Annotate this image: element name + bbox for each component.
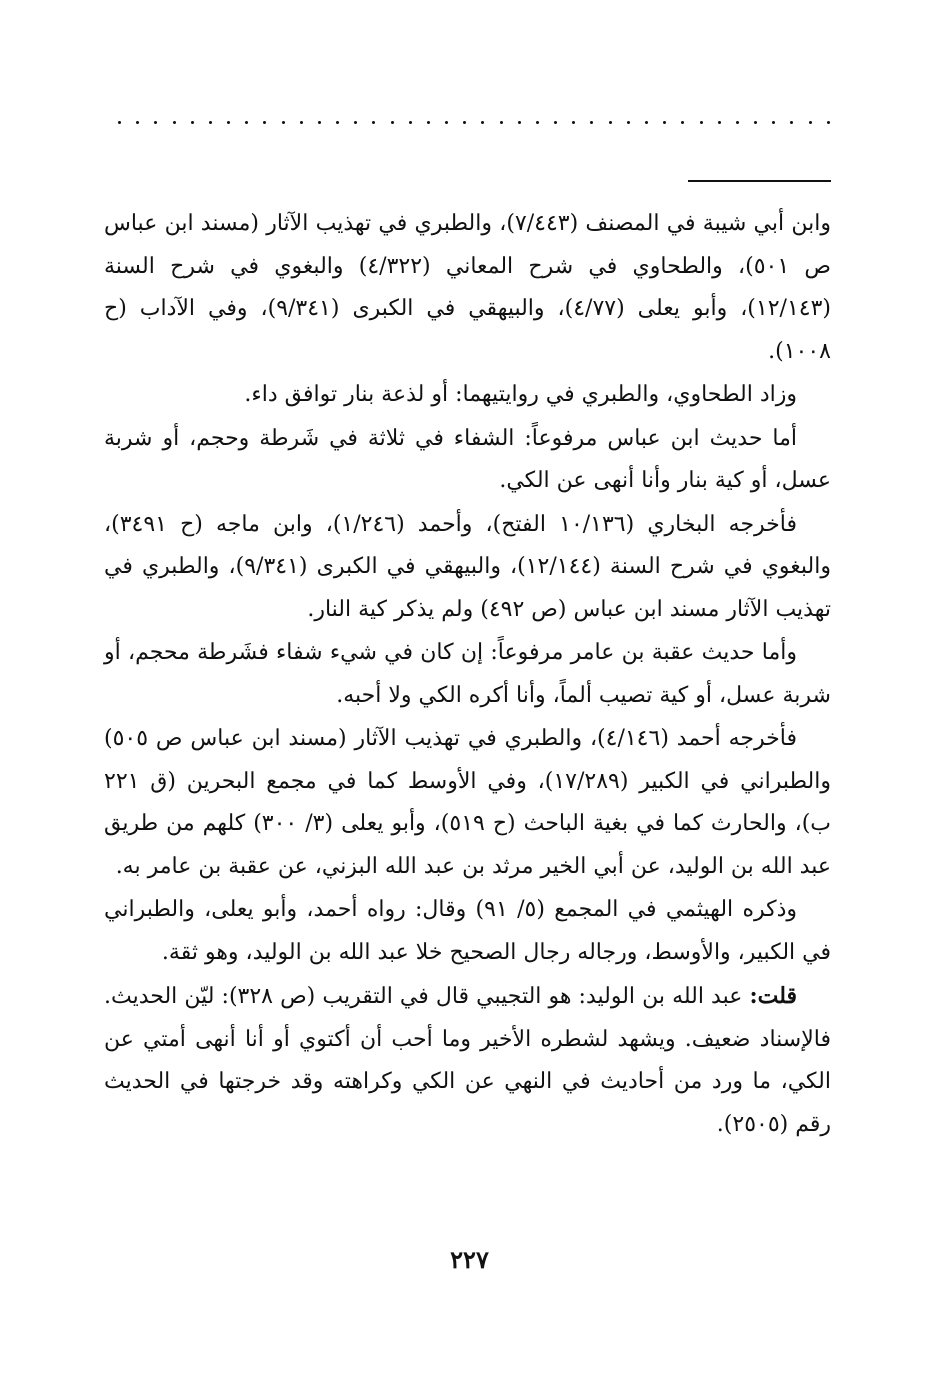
footnote-paragraph: وذكره الهيثمي في المجمع (٥/ ٩١) وقال: رواه أحمد، وأبو يعلى، والطبراني في الكبير، والأوسط، ورجاله رجال الصحيح خلا عبد الله بن الوليد، وهو ثقة. [104, 897, 831, 965]
dot-mark [809, 121, 812, 124]
dot-mark [772, 121, 775, 124]
dot-mark [391, 121, 394, 124]
dot-mark [609, 121, 612, 124]
dot-mark [500, 121, 503, 124]
dotted-rule [118, 112, 830, 132]
dot-mark [118, 121, 121, 124]
dot-mark [263, 121, 266, 124]
dot-mark [154, 121, 157, 124]
dot-mark [663, 121, 666, 124]
dot-mark [718, 121, 721, 124]
footnote-body [104, 203, 831, 1147]
dot-mark [209, 121, 212, 124]
dot-mark [354, 121, 357, 124]
footnote-paragraph [104, 975, 831, 1146]
dot-mark [409, 121, 412, 124]
dot-mark [827, 121, 830, 124]
dot-mark [191, 121, 194, 124]
dot-mark [372, 121, 375, 124]
footnote-paragraph: وأما حديث عقبة بن عامر مرفوعاً: إن كان في شيء شفاء فشَرطة محجم، أو شربة عسل، أو كية تصيب ألماً، وأنا أكره الكي ولا أحبه. [104, 640, 831, 708]
dot-mark [427, 121, 430, 124]
dot-mark [463, 121, 466, 124]
dot-mark [136, 121, 139, 124]
dot-mark [645, 121, 648, 124]
dot-mark [736, 121, 739, 124]
dot-mark [627, 121, 630, 124]
dot-mark [445, 121, 448, 124]
footnote-paragraph: فأخرجه البخاري (١٠/١٣٦ الفتح)، وأحمد (١/٢٤٦)، وابن ماجه (ح ٣٤٩١)، والبغوي في شرح السنة (١٢/١٤٤)، والبيهقي في الكبرى (٩/٣٤١)، والطبري في تهذيب الآثار مسند ابن عباس (ص ٤٩٢) ولم يذكر كية النار. [104, 511, 831, 622]
dot-mark [336, 121, 339, 124]
dot-mark [790, 121, 793, 124]
dot-mark [590, 121, 593, 124]
dot-mark [572, 121, 575, 124]
footnote-separator [688, 180, 831, 182]
dot-mark [700, 121, 703, 124]
dot-mark [754, 121, 757, 124]
dot-mark [245, 121, 248, 124]
dot-mark [536, 121, 539, 124]
paragraph-lead: قلت: [749, 983, 797, 1009]
dot-mark [554, 121, 557, 124]
dot-mark [681, 121, 684, 124]
dot-mark [173, 121, 176, 124]
page-number: ٢٢٧ [450, 1245, 489, 1274]
dot-mark [481, 121, 484, 124]
footnote-paragraph: وزاد الطحاوي، والطبري في روايتيهما: أو لذعة بنار توافق داء. [244, 382, 797, 407]
footnote-paragraph: وابن أبي شيبة في المصنف (٧/٤٤٣)، والطبري في تهذيب الآثار (مسند ابن عباس ص ٥٠١)، والطحاوي في شرح المعاني (٤/٣٢٢) والبغوي في شرح السنة (١٢/١٤٣)، وأبو يعلى (٤/٧٧)، والبيهقي في الكبرى (٩/٣٤١)، وفي الآداب (ح ١٠٠٨). [104, 211, 831, 364]
footnote-paragraph: فأخرجه أحمد (٤/١٤٦)، والطبري في تهذيب الآثار (مسند ابن عباس ص ٥٠٥) والطبراني في الكبير (١٧/٢٨٩)، وفي الأوسط كما في مجمع البحرين (ق ٢٢١ ب)، والحارث كما في بغية الباحث (ح ٥١٩)، وأبو يعلى (٣/ ٣٠٠) كلهم من طريق عبد الله بن الوليد، عن أبي الخير مرثد بن عبد الله البزني، عن عقبة بن عامر به. [104, 726, 832, 879]
dot-mark [318, 121, 321, 124]
dot-mark [300, 121, 303, 124]
dot-mark [518, 121, 521, 124]
footnote-paragraph: أما حديث ابن عباس مرفوعاً: الشفاء في ثلاثة في شَرطة وحجم، أو شربة عسل، أو كية بنار وأنا أنهى عن الكي. [104, 425, 831, 493]
dot-mark [227, 121, 230, 124]
dot-mark [282, 121, 285, 124]
paragraph-text: عبد الله بن الوليد: هو التجيبي قال في التقريب (ص ٣٢٨): ليّن الحديث. فالإسناد ضعيف. ويشهد لشطره الأخير وما أحب أن أكتوي أو أنا أنهى أمتي عن الكي، ما ورد من أحاديث في النهي عن الكي وكراهته وقد خرجتها في الحديث رقم (٢٥٠٥). [104, 984, 831, 1137]
